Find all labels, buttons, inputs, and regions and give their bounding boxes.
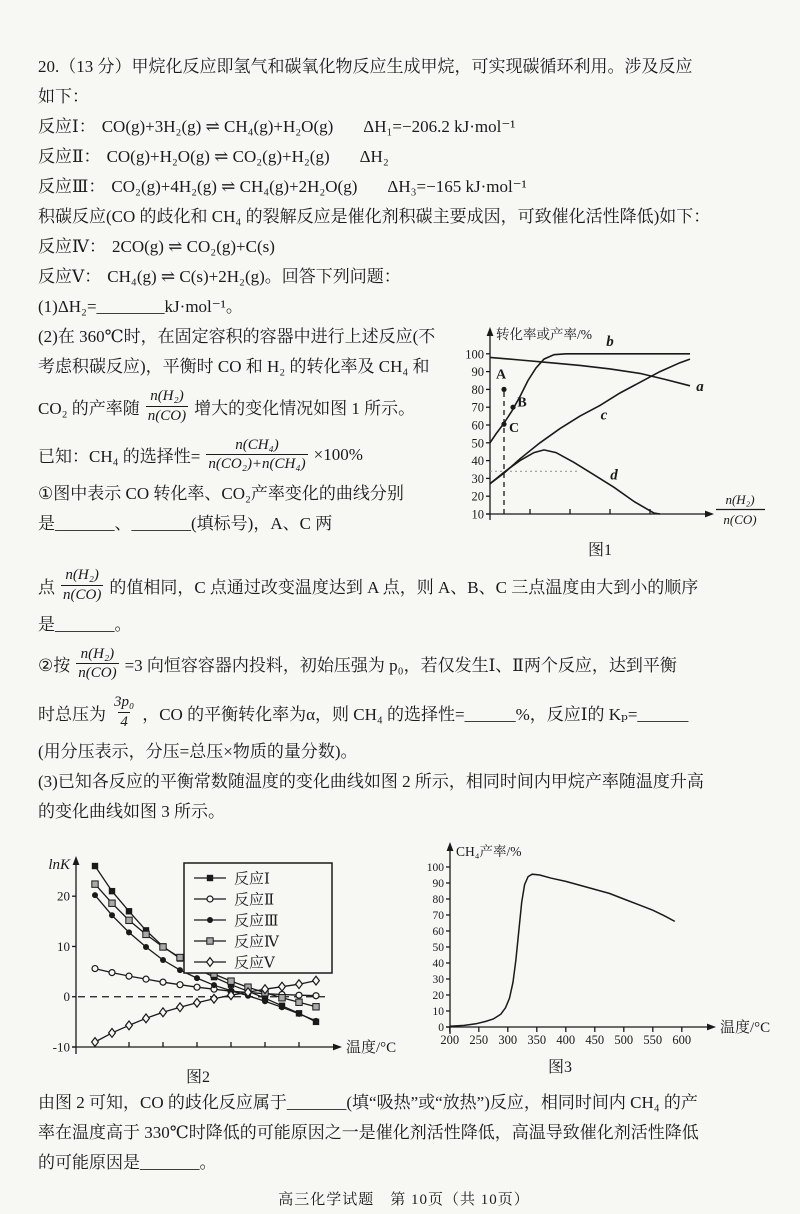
fraction-pressure: $\frac{\text{3p₀}}{4}$ — [114, 694, 135, 730]
svg-text:500: 500 — [614, 1032, 634, 1047]
q2-line3-post: 增大的变化情况如图 1 所示。 — [194, 398, 416, 418]
fraction-h2-co: $\frac{\text{n(H₂)}}{n(CO)}$ — [147, 388, 187, 424]
fig3-caption: 图3 — [547, 1058, 572, 1076]
question-2-row — [38, 322, 770, 561]
svg-text:90: 90 — [432, 877, 444, 890]
svg-text:温度/°C: 温度/°C — [346, 1039, 397, 1056]
reaction-1-label: 反应Ⅰ： — [38, 117, 96, 136]
q2-1-line4: 是_______。 — [38, 614, 132, 634]
svg-text:d: d — [610, 467, 618, 484]
question-2-text — [38, 322, 460, 539]
svg-text:80: 80 — [471, 382, 484, 397]
q2-1-line3 — [38, 561, 770, 610]
q2-2-post: =3 向恒容容器内投料，初始压强为 p₀，若仅发生Ⅰ、Ⅱ两个反应，达到平衡 — [124, 656, 677, 676]
svg-text:450: 450 — [585, 1032, 605, 1047]
q2-2-line2-post: ，CO 的平衡转化率为α，则 CH₄ 的选择性=______%，反应Ⅰ的 Kₚ=______ — [142, 704, 689, 724]
figure-1-box — [460, 322, 770, 561]
problem-intro-line2: 如下： — [38, 87, 89, 106]
reaction-5-equation: CH₄(g) ⇌ C(s)+2H₂(g)。回答下列问题： — [107, 267, 401, 286]
svg-text:10: 10 — [471, 507, 484, 522]
fig2-caption: 图2 — [185, 1068, 210, 1086]
svg-text:600: 600 — [672, 1032, 692, 1047]
reaction-1-equation: CO(g)+3H₂(g) ⇌ CH₄(g)+H₂O(g) — [101, 117, 334, 136]
svg-text:90: 90 — [471, 365, 484, 380]
svg-text:30: 30 — [471, 471, 484, 486]
q2-line2: 考虑积碳反应)，平衡时 CO 和 H₂ 的转化率及 CH₄ 和 — [38, 357, 430, 376]
svg-text:n(H₂): n(H₂) — [725, 492, 755, 507]
reaction-3 — [38, 172, 770, 202]
svg-text:250: 250 — [469, 1032, 489, 1047]
svg-text:0: 0 — [63, 988, 70, 1004]
svg-text:70: 70 — [471, 400, 484, 415]
q2-1-line2: 是_______、_______(填标号)，A、C 两 — [38, 514, 333, 533]
fraction-selectivity: $\frac{\text{n(CH₄)}}{\text{n(CO₂)+n(CH₄)}}$ — [208, 436, 306, 473]
fraction-h2-co: $\frac{\text{n(H₂)}}{n(CO)}$ — [63, 567, 102, 603]
svg-text:60: 60 — [432, 925, 444, 938]
q2-2-line2-pre: 时总压为 — [38, 704, 106, 724]
svg-text:70: 70 — [432, 909, 444, 922]
reaction-2-enthalpy: ΔH₂ — [359, 147, 389, 166]
svg-text:20: 20 — [471, 489, 484, 504]
svg-text:CH₄产率/%: CH₄产率/% — [456, 843, 522, 859]
fig1-caption: 图1 — [587, 542, 612, 559]
svg-text:50: 50 — [471, 436, 484, 451]
reaction-3-equation: CO₂(g)+4H₂(g) ⇌ CH₄(g)+2H₂O(g) — [111, 177, 358, 196]
reaction-2 — [38, 142, 770, 172]
q2-line3 — [38, 382, 460, 431]
question-1: (1)ΔH₂=________kJ·mol⁻¹。 — [38, 297, 243, 316]
svg-text:400: 400 — [556, 1032, 576, 1047]
svg-text:lnK: lnK — [48, 856, 70, 873]
q2-1-line3-post: 的值相同，C 点通过改变温度达到 A 点，则 A、B、C 三点温度由大到小的顺序 — [109, 577, 699, 597]
conclusion-line1: 由图 2 可知，CO 的歧化反应属于_______(填“吸热”或“放热”)反应，相同时间内 CH₄ 的产 — [38, 1092, 698, 1112]
page-footer: 高三化学试题 第 10页（共 10页） — [278, 1191, 530, 1208]
reaction-4-label: 反应Ⅳ： — [38, 237, 106, 256]
figures-row — [38, 837, 770, 1088]
figure-3-box — [410, 837, 770, 1078]
reaction-3-enthalpy: ΔH₃=−165 kJ·mol⁻¹ — [387, 177, 527, 196]
svg-text:反应Ⅱ: 反应Ⅱ — [234, 892, 275, 908]
svg-text:200: 200 — [440, 1032, 460, 1047]
svg-text:0: 0 — [438, 1021, 444, 1034]
coke-note: 积碳反应(CO 的歧化和 CH₄ 的裂解反应是催化剂积碳主要成因，可致催化活性降低)如下： — [38, 207, 711, 226]
fig1-chart — [460, 322, 770, 536]
reaction-2-equation: CO(g)+H₂O(g) ⇌ CO₂(g)+H₂(g) — [106, 147, 330, 166]
svg-text:-10: -10 — [52, 1039, 70, 1054]
conclusion-line3: 的可能原因是_______。 — [38, 1152, 217, 1172]
figure-2-box — [38, 851, 410, 1088]
selectivity-formula — [38, 431, 460, 480]
svg-text:a: a — [696, 379, 704, 396]
svg-text:A: A — [495, 367, 507, 383]
svg-text:反应Ⅳ: 反应Ⅳ — [234, 934, 279, 950]
conclusion-line2: 率在温度高于 330℃时降低的可能原因之一是催化剂活性降低，高温导致催化剂活性降低 — [38, 1122, 699, 1142]
svg-text:20: 20 — [57, 888, 70, 904]
q2-2-line2 — [38, 688, 770, 737]
svg-text:反应Ⅰ: 反应Ⅰ — [234, 871, 270, 887]
svg-text:C: C — [508, 421, 520, 437]
svg-text:100: 100 — [465, 347, 484, 362]
svg-text:550: 550 — [643, 1032, 663, 1047]
svg-text:100: 100 — [426, 861, 444, 874]
selectivity-post: ×100% — [313, 444, 363, 464]
svg-text:10: 10 — [432, 1005, 444, 1018]
reaction-5 — [38, 262, 770, 292]
svg-text:80: 80 — [432, 893, 444, 906]
svg-text:转化率或产率/%: 转化率或产率/% — [496, 327, 592, 342]
q3-line2: 的变化曲线如图 3 所示。 — [38, 801, 225, 821]
svg-text:300: 300 — [498, 1032, 518, 1047]
svg-text:B: B — [517, 395, 527, 411]
svg-text:温度/°C: 温度/°C — [720, 1019, 770, 1036]
q2-1-line1: ①图中表示 CO 转化率、CO₂产率变化的曲线分别 — [38, 484, 404, 503]
q2-2-line1 — [38, 640, 770, 689]
reaction-2-label: 反应Ⅱ： — [38, 147, 101, 166]
fig3-chart — [410, 837, 770, 1053]
svg-text:50: 50 — [432, 941, 444, 954]
reaction-5-label: 反应Ⅴ： — [38, 267, 102, 286]
reaction-1 — [38, 112, 770, 142]
svg-text:40: 40 — [471, 454, 484, 469]
svg-text:20: 20 — [432, 989, 444, 1002]
svg-text:40: 40 — [432, 957, 444, 970]
q2-line3-pre: CO₂ 的产率随 — [38, 398, 140, 418]
svg-text:60: 60 — [471, 418, 484, 433]
reaction-4 — [38, 232, 770, 262]
svg-text:30: 30 — [432, 973, 444, 986]
svg-text:反应Ⅲ: 反应Ⅲ — [234, 913, 279, 929]
q2-2-pre: ②按 — [38, 656, 71, 676]
q2-1-line3-pre: 点 — [38, 577, 55, 597]
svg-text:n(CO): n(CO) — [723, 512, 757, 527]
reaction-3-label: 反应Ⅲ： — [38, 177, 106, 196]
problem-intro-line1: 20.（13 分）甲烷化反应即氢气和碳氧化物反应生成甲烷，可实现碳循环利用。涉及反应 — [38, 57, 693, 76]
svg-text:c: c — [600, 407, 608, 424]
q2-2-line3: (用分压表示，分压=总压×物质的量分数)。 — [38, 741, 358, 761]
reaction-4-equation: 2CO(g) ⇌ CO₂(g)+C(s) — [111, 237, 275, 256]
svg-text:350: 350 — [527, 1032, 547, 1047]
svg-text:10: 10 — [57, 938, 70, 954]
svg-text:反应Ⅴ: 反应Ⅴ — [234, 955, 275, 971]
q2-line1: (2)在 360℃时，在固定容积的容器中进行上述反应(不 — [38, 327, 436, 346]
reaction-1-enthalpy: ΔH₁=−206.2 kJ·mol⁻¹ — [363, 117, 516, 136]
fraction-h2-co: $\frac{\text{n(H₂)}}{n(CO)}$ — [78, 645, 117, 682]
q3-line1: (3)已知各反应的平衡常数随温度的变化曲线如图 2 所示，相同时间内甲烷产率随温度升高 — [38, 771, 704, 791]
fig2-chart — [38, 851, 410, 1063]
svg-text:b: b — [606, 333, 614, 350]
selectivity-pre: 已知：CH₄ 的选择性= — [38, 447, 201, 467]
